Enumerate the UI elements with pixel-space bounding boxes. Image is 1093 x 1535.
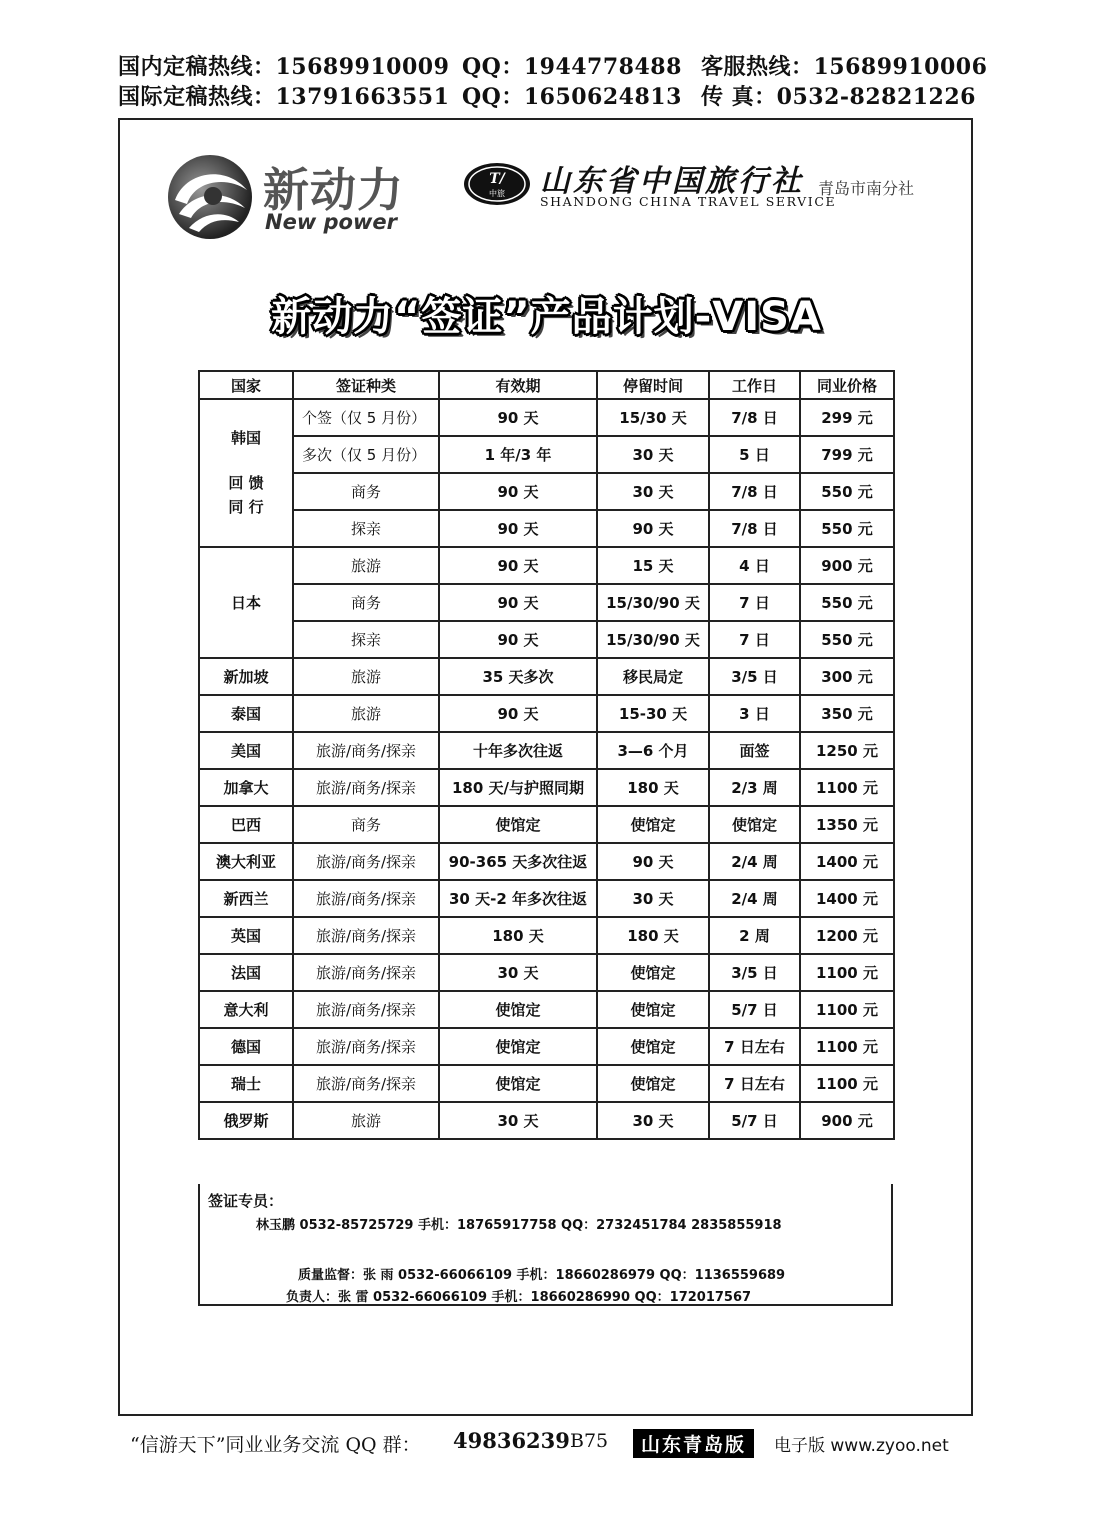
stay-cell: 15 天 <box>597 547 709 584</box>
fax-number: 传 真：0532-82821226 <box>701 84 976 110</box>
country-cell: 巴西 <box>199 806 293 843</box>
table-row <box>199 399 894 436</box>
header-price: 同业价格 <box>800 371 894 399</box>
table-row <box>199 436 894 473</box>
table-header-row <box>199 371 894 399</box>
travel-service-cn-name: 山东省中国旅行社 <box>540 164 804 199</box>
hotline-row-1 <box>118 50 988 80</box>
country-cell: 澳大利亚 <box>199 843 293 880</box>
workdays-cell: 7/8 日 <box>709 473 800 510</box>
country-cell: 新加坡 <box>199 658 293 695</box>
workdays-cell: 7 日左右 <box>709 1065 800 1102</box>
page-title: 新动力“签证”产品计划-VISA <box>271 294 822 340</box>
visa-type-cell: 商务 <box>293 473 439 510</box>
workdays-cell: 2 周 <box>709 917 800 954</box>
workdays-cell: 7 日 <box>709 584 800 621</box>
workdays-cell: 5/7 日 <box>709 991 800 1028</box>
footer-website: 电子版 www.zyoo.net <box>774 1436 949 1456</box>
country-cell: 泰国 <box>199 695 293 732</box>
table-row <box>199 658 894 695</box>
visa-type-cell: 旅游/商务/探亲 <box>293 880 439 917</box>
validity-cell: 180 天 <box>439 917 597 954</box>
price-cell: 299 元 <box>800 399 894 436</box>
header-workdays: 工作日 <box>709 371 800 399</box>
workdays-cell: 使馆定 <box>709 806 800 843</box>
international-qq: QQ：1650624813 <box>462 84 682 110</box>
workdays-cell: 7/8 日 <box>709 510 800 547</box>
visa-type-cell: 商务 <box>293 584 439 621</box>
stay-cell: 15-30 天 <box>597 695 709 732</box>
validity-cell: 90 天 <box>439 510 597 547</box>
workdays-cell: 5 日 <box>709 436 800 473</box>
country-cell: 美国 <box>199 732 293 769</box>
footer-edition-badge: 山东青岛版 <box>633 1429 754 1458</box>
stay-cell: 使馆定 <box>597 954 709 991</box>
visa-type-cell: 旅游/商务/探亲 <box>293 954 439 991</box>
korea-note-line-2: 同 行 <box>228 497 264 516</box>
workdays-cell: 3/5 日 <box>709 954 800 991</box>
validity-cell: 90 天 <box>439 584 597 621</box>
international-hotline: 国际定稿热线：13791663551 <box>118 84 450 110</box>
workdays-cell: 5/7 日 <box>709 1102 800 1139</box>
validity-cell: 30 天 <box>439 1102 597 1139</box>
stay-cell: 15/30/90 天 <box>597 621 709 658</box>
price-cell: 350 元 <box>800 695 894 732</box>
validity-cell: 90 天 <box>439 547 597 584</box>
table-row <box>199 695 894 732</box>
visa-price-table <box>198 370 895 1140</box>
visa-type-cell: 旅游/商务/探亲 <box>293 843 439 880</box>
visa-type-cell: 旅游/商务/探亲 <box>293 1065 439 1102</box>
country-cell: 瑞士 <box>199 1065 293 1102</box>
price-cell: 300 元 <box>800 658 894 695</box>
stay-cell: 3—6 个月 <box>597 732 709 769</box>
table-row <box>199 547 894 584</box>
visa-type-cell: 旅游 <box>293 1102 439 1139</box>
cts-badge-icon <box>462 161 532 207</box>
visa-type-cell: 旅游/商务/探亲 <box>293 1028 439 1065</box>
footer-qq-group-number: 49836239 <box>453 1428 570 1453</box>
visa-type-cell: 旅游 <box>293 658 439 695</box>
country-cell: 意大利 <box>199 991 293 1028</box>
domestic-qq: QQ：1944778488 <box>462 54 682 80</box>
travel-service-en-name: SHANDONG CHINA TRAVEL SERVICE <box>540 194 837 209</box>
table-row <box>199 510 894 547</box>
country-cell: 俄罗斯 <box>199 1102 293 1139</box>
workdays-cell: 7/8 日 <box>709 399 800 436</box>
visa-type-cell: 旅游 <box>293 695 439 732</box>
price-cell: 900 元 <box>800 1102 894 1139</box>
service-hotline: 客服热线：15689910006 <box>701 54 988 80</box>
stay-cell: 90 天 <box>597 510 709 547</box>
validity-cell: 90 天 <box>439 399 597 436</box>
validity-cell: 35 天多次 <box>439 658 597 695</box>
stay-cell: 90 天 <box>597 843 709 880</box>
workdays-cell: 3/5 日 <box>709 658 800 695</box>
travel-service-logo <box>462 156 942 218</box>
visa-type-cell: 个签（仅 5 月份） <box>293 399 439 436</box>
country-cell-korea <box>199 399 293 547</box>
swirl-logo-icon <box>165 152 255 242</box>
header-stay: 停留时间 <box>597 371 709 399</box>
price-cell: 550 元 <box>800 584 894 621</box>
korea-note-line-1: 回 馈 <box>228 474 264 493</box>
price-cell: 550 元 <box>800 473 894 510</box>
stay-cell: 15/30/90 天 <box>597 584 709 621</box>
table-row <box>199 954 894 991</box>
table-row <box>199 1028 894 1065</box>
validity-cell: 180 天/与护照同期 <box>439 769 597 806</box>
visa-type-cell: 商务 <box>293 806 439 843</box>
domestic-hotline: 国内定稿热线：15689910009 <box>118 54 450 80</box>
price-cell: 1400 元 <box>800 843 894 880</box>
table-row <box>199 991 894 1028</box>
visa-type-cell: 旅游/商务/探亲 <box>293 732 439 769</box>
table-row <box>199 1065 894 1102</box>
svg-text:中旅: 中旅 <box>489 189 505 198</box>
country-cell-japan: 日本 <box>199 547 293 658</box>
stay-cell: 15/30 天 <box>597 399 709 436</box>
workdays-cell: 7 日 <box>709 621 800 658</box>
workdays-cell: 2/3 周 <box>709 769 800 806</box>
visa-type-cell: 旅游/商务/探亲 <box>293 991 439 1028</box>
footer-page-number: B75 <box>570 1430 609 1452</box>
workdays-cell: 7 日左右 <box>709 1028 800 1065</box>
quality-supervisor-line: 质量监督：张 雨 0532-66066109 手机：18660286979 QQ：1136559689 <box>298 1268 786 1283</box>
validity-cell: 使馆定 <box>439 806 597 843</box>
visa-specialist-line: 林玉鹏 0532-85725729 手机：18765917758 QQ：2732451784 2835855918 <box>256 1218 782 1233</box>
validity-cell: 90 天 <box>439 621 597 658</box>
header-country: 国家 <box>199 371 293 399</box>
price-cell: 1100 元 <box>800 1065 894 1102</box>
table-row <box>199 880 894 917</box>
validity-cell: 使馆定 <box>439 1028 597 1065</box>
header-visa-type: 签证种类 <box>293 371 439 399</box>
validity-cell: 十年多次往返 <box>439 732 597 769</box>
table-row <box>199 732 894 769</box>
price-cell: 1400 元 <box>800 880 894 917</box>
stay-cell: 30 天 <box>597 1102 709 1139</box>
validity-cell: 90 天 <box>439 473 597 510</box>
stay-cell: 30 天 <box>597 436 709 473</box>
table-row <box>199 473 894 510</box>
validity-cell: 90-365 天多次往返 <box>439 843 597 880</box>
workdays-cell: 3 日 <box>709 695 800 732</box>
stay-cell: 使馆定 <box>597 991 709 1028</box>
workdays-cell: 4 日 <box>709 547 800 584</box>
workdays-cell: 2/4 周 <box>709 843 800 880</box>
table-row <box>199 806 894 843</box>
price-cell: 1100 元 <box>800 991 894 1028</box>
price-cell: 799 元 <box>800 436 894 473</box>
newpower-cn-name: 新动力 <box>263 163 404 217</box>
header-validity: 有效期 <box>439 371 597 399</box>
table-row <box>199 769 894 806</box>
price-cell: 550 元 <box>800 510 894 547</box>
contact-heading: 签证专员： <box>208 1192 284 1210</box>
country-cell: 加拿大 <box>199 769 293 806</box>
validity-cell: 30 天 <box>439 954 597 991</box>
stay-cell: 180 天 <box>597 769 709 806</box>
visa-type-cell: 多次（仅 5 月份） <box>293 436 439 473</box>
validity-cell: 30 天-2 年多次往返 <box>439 880 597 917</box>
table-row <box>199 621 894 658</box>
validity-cell: 1 年/3 年 <box>439 436 597 473</box>
country-name: 韩国 <box>230 429 261 448</box>
stay-cell: 30 天 <box>597 473 709 510</box>
price-cell: 900 元 <box>800 547 894 584</box>
country-cell: 法国 <box>199 954 293 991</box>
price-cell: 1250 元 <box>800 732 894 769</box>
hotline-row-2 <box>118 80 978 108</box>
validity-cell: 使馆定 <box>439 991 597 1028</box>
visa-type-cell: 探亲 <box>293 621 439 658</box>
price-cell: 1100 元 <box>800 954 894 991</box>
visa-type-cell: 旅游 <box>293 547 439 584</box>
table-row <box>199 917 894 954</box>
price-cell: 1100 元 <box>800 769 894 806</box>
country-cell: 英国 <box>199 917 293 954</box>
price-cell: 1350 元 <box>800 806 894 843</box>
stay-cell: 使馆定 <box>597 1065 709 1102</box>
workdays-cell: 面签 <box>709 732 800 769</box>
footer-group-label: “信游天下”同业业务交流 QQ 群： <box>130 1434 421 1456</box>
stay-cell: 使馆定 <box>597 806 709 843</box>
footer-bar <box>130 1430 980 1460</box>
svg-text:T/: T/ <box>489 171 505 187</box>
visa-type-cell: 旅游/商务/探亲 <box>293 917 439 954</box>
manager-line: 负责人：张 雷 0532-66066109 手机：18660286990 QQ：172017567 <box>286 1290 752 1305</box>
country-cell: 新西兰 <box>199 880 293 917</box>
price-cell: 1100 元 <box>800 1028 894 1065</box>
contact-box <box>198 1184 893 1306</box>
validity-cell: 使馆定 <box>439 1065 597 1102</box>
stay-cell: 移民局定 <box>597 658 709 695</box>
table-row <box>199 1102 894 1139</box>
visa-type-cell: 探亲 <box>293 510 439 547</box>
country-cell: 德国 <box>199 1028 293 1065</box>
newpower-en-name: New power <box>265 210 397 234</box>
single-country-rows <box>199 658 894 1139</box>
newpower-logo <box>165 152 425 244</box>
branch-name: 青岛市南分社 <box>818 179 915 198</box>
stay-cell: 使馆定 <box>597 1028 709 1065</box>
price-cell: 550 元 <box>800 621 894 658</box>
stay-cell: 180 天 <box>597 917 709 954</box>
workdays-cell: 2/4 周 <box>709 880 800 917</box>
table-row <box>199 843 894 880</box>
price-cell: 1200 元 <box>800 917 894 954</box>
stay-cell: 30 天 <box>597 880 709 917</box>
validity-cell: 90 天 <box>439 695 597 732</box>
visa-type-cell: 旅游/商务/探亲 <box>293 769 439 806</box>
table-row <box>199 584 894 621</box>
